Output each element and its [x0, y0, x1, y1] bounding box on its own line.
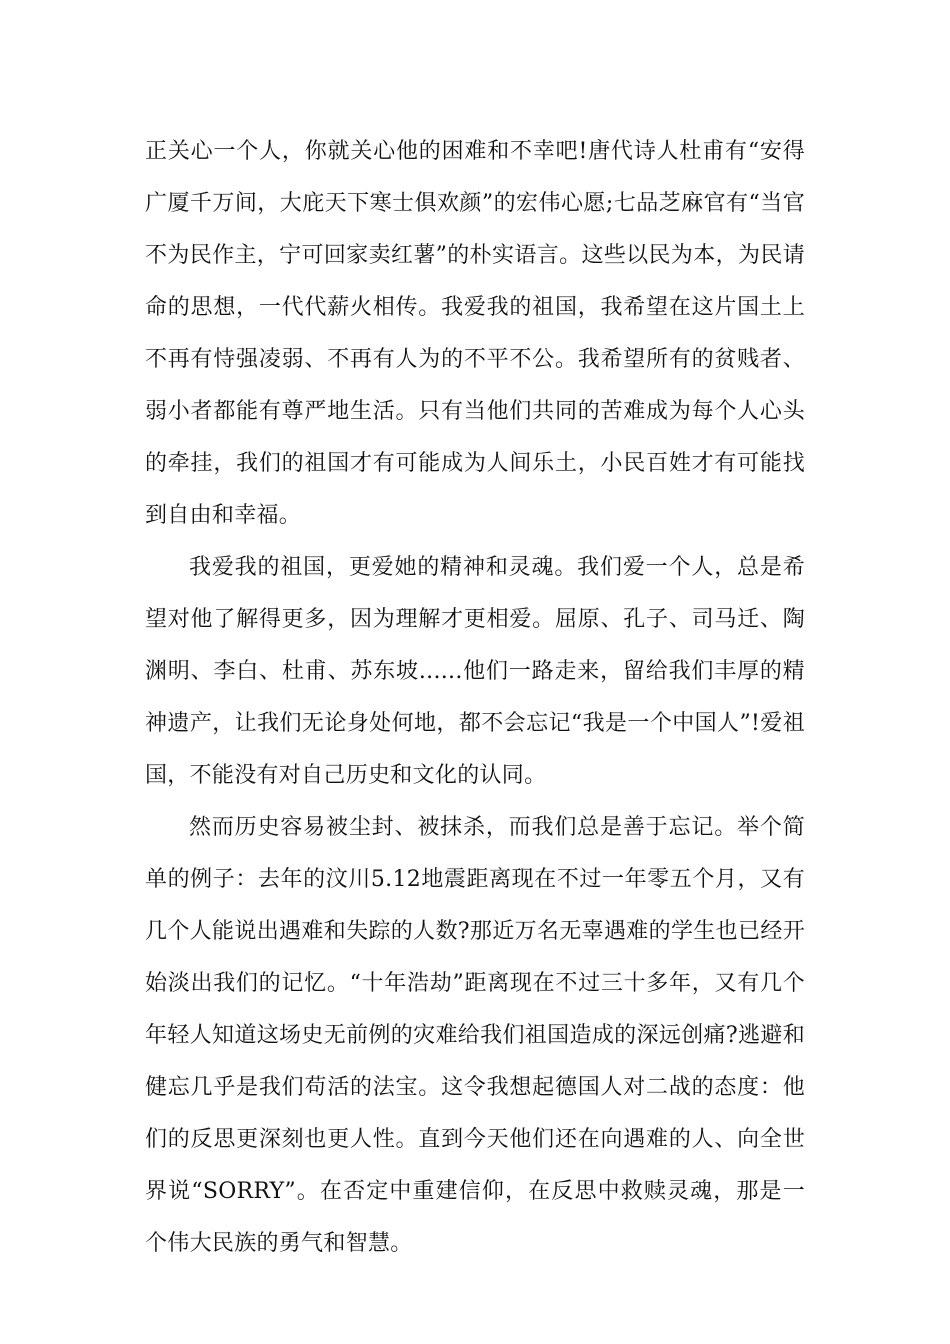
paragraph-1: 正关心一个人，你就关心他的困难和不幸吧!唐代诗人杜甫有“安得广厦千万间，大庇天下寒士俱欢颜”的宏伟心愿;七品芝麻官有“当官不为民作主，宁可回家卖红薯”的朴实语言。这些以民为本，为民请命的思想，一代代薪火相传。我爱我的祖国，我希望在这片国土上不再有恃强凌弱、不再有人为的不平不公。我希望所有的贫贱者、弱小者都能有尊严地生活。只有当他们共同的苦难成为每个人心头的牵挂，我们的祖国才有可能成为人间乐土，小民百姓才有可能找到自由和幸福。 — [145, 139, 805, 528]
document-body — [145, 126, 805, 1270]
paragraph-3: 然而历史容易被尘封、被抹杀，而我们总是善于忘记。举个简单的例子：去年的汶川5.12地震距离现在不过一年零五个月，又有几个人能说出遇难和失踪的人数?那近万名无辜遇难的学生也已经开始淡出我们的记忆。“十年浩劫”距离现在不过三十多年，又有几个年轻人知道这场史无前例的灾难给我们祖国造成的深远创痛?逃避和健忘几乎是我们苟活的法宝。这令我想起德国人对二战的态度：他们的反思更深刻也更人性。直到今天他们还在向遇难的人、向全世界说“SORRY”。在否定中重建信仰，在反思中救赎灵魂，那是一个伟大民族的勇气和智慧。 — [145, 815, 805, 1256]
paragraph-2: 我爱我的祖国，更爱她的精神和灵魂。我们爱一个人，总是希望对他了解得更多，因为理解才更相爱。屈原、孔子、司马迁、陶渊明、李白、杜甫、苏东坡......他们一路走来，留给我们丰厚的精神遗产，让我们无论身处何地，都不会忘记“我是一个中国人”!爱祖国，不能没有对自己历史和文化的认同。 — [145, 555, 805, 788]
